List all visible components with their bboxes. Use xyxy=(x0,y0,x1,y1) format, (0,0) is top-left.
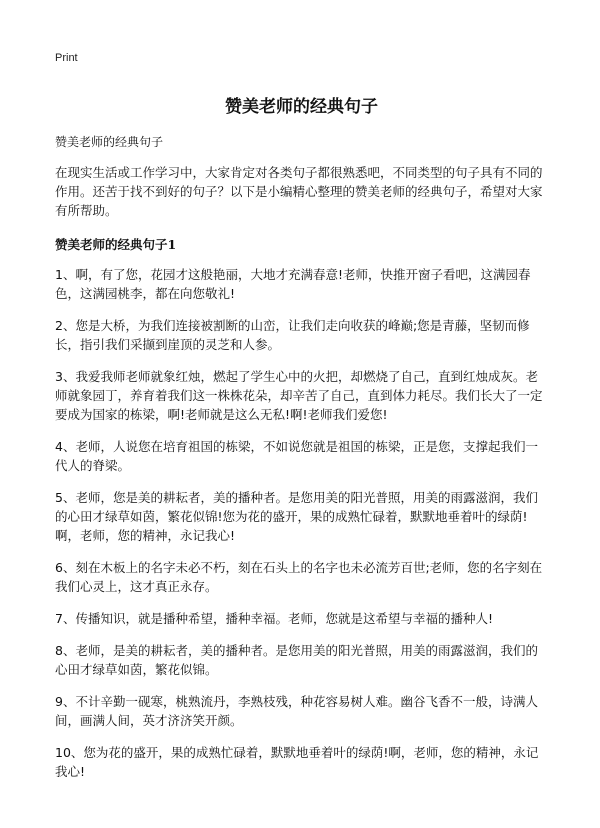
print-link[interactable]: Print xyxy=(55,52,78,64)
list-item: 8、老师，是美的耕耘者，美的播种者。是您用美的阳光普照，用美的雨露滋润，我们的心田才绿草如茵，繁花似锦。 xyxy=(55,643,538,677)
list-item: 7、传播知识，就是播种希望，播种幸福。老师，您就是这希望与幸福的播种人! xyxy=(55,611,493,626)
list-item: 10、您为花的盛开，果的成熟忙碌着，默默地垂着叶的绿荫!啊，老师，您的精神，永记我心! xyxy=(55,745,539,779)
list-item: 3、我爱我师老师就象红烛，燃起了学生心中的火把，却燃烧了自己，直到红烛成灰。老师就象园丁，养育着我们这一株株花朵，却辛苦了自己，直到体力耗尽。我们长大了一定要成为国家的栋梁，啊!老师就是这么无私!啊!老师我们爱您! xyxy=(55,369,543,422)
sentence-list xyxy=(55,265,548,781)
page-title: 赞美老师的经典句子 xyxy=(225,97,378,117)
list-item: 4、老师，人说您在培育祖国的栋梁，不如说您就是祖国的栋梁，正是您，支撑起我们一代人的脊梁。 xyxy=(55,439,538,473)
list-item: 5、老师，您是美的耕耘者，美的播种者。是您用美的阳光普照，用美的雨露滋润，我们的心田才绿草如茵，繁花似锦!您为花的盛开，果的成熟忙碌着，默默地垂着叶的绿荫!啊，老师，您的精神，永记我心! xyxy=(55,490,538,543)
list-item: 1、啊，有了您，花园才这般艳丽，大地才充满春意!老师，快推开窗子看吧，这满园春色，这满园桃李，都在向您敬礼! xyxy=(55,267,531,301)
list-item: 6、刻在木板上的名字未必不朽，刻在石头上的名字也未必流芳百世;老师，您的名字刻在我们心灵上，这才真正永存。 xyxy=(55,560,543,594)
list-item: 9、不计辛勤一砚寒，桃熟流丹，李熟枝残，种花容易树人难。幽谷飞香不一般，诗满人间，画满人间，英才济济笑开颜。 xyxy=(55,694,538,728)
list-item: 2、您是大桥，为我们连接被割断的山峦，让我们走向收获的峰巅;您是青藤，坚韧而修长，指引我们采撷到崖顶的灵芝和人参。 xyxy=(55,318,530,352)
subtitle: 赞美老师的经典句子 xyxy=(55,135,164,149)
section-heading: 赞美老师的经典句子1 xyxy=(55,237,177,252)
intro-paragraph: 在现实生活或工作学习中，大家肯定对各类句子都很熟悉吧，不同类型的句子具有不同的作用。还苦于找不到好的句子？以下是小编精心整理的赞美老师的经典句子，希望对大家有所帮助。 xyxy=(55,165,543,218)
